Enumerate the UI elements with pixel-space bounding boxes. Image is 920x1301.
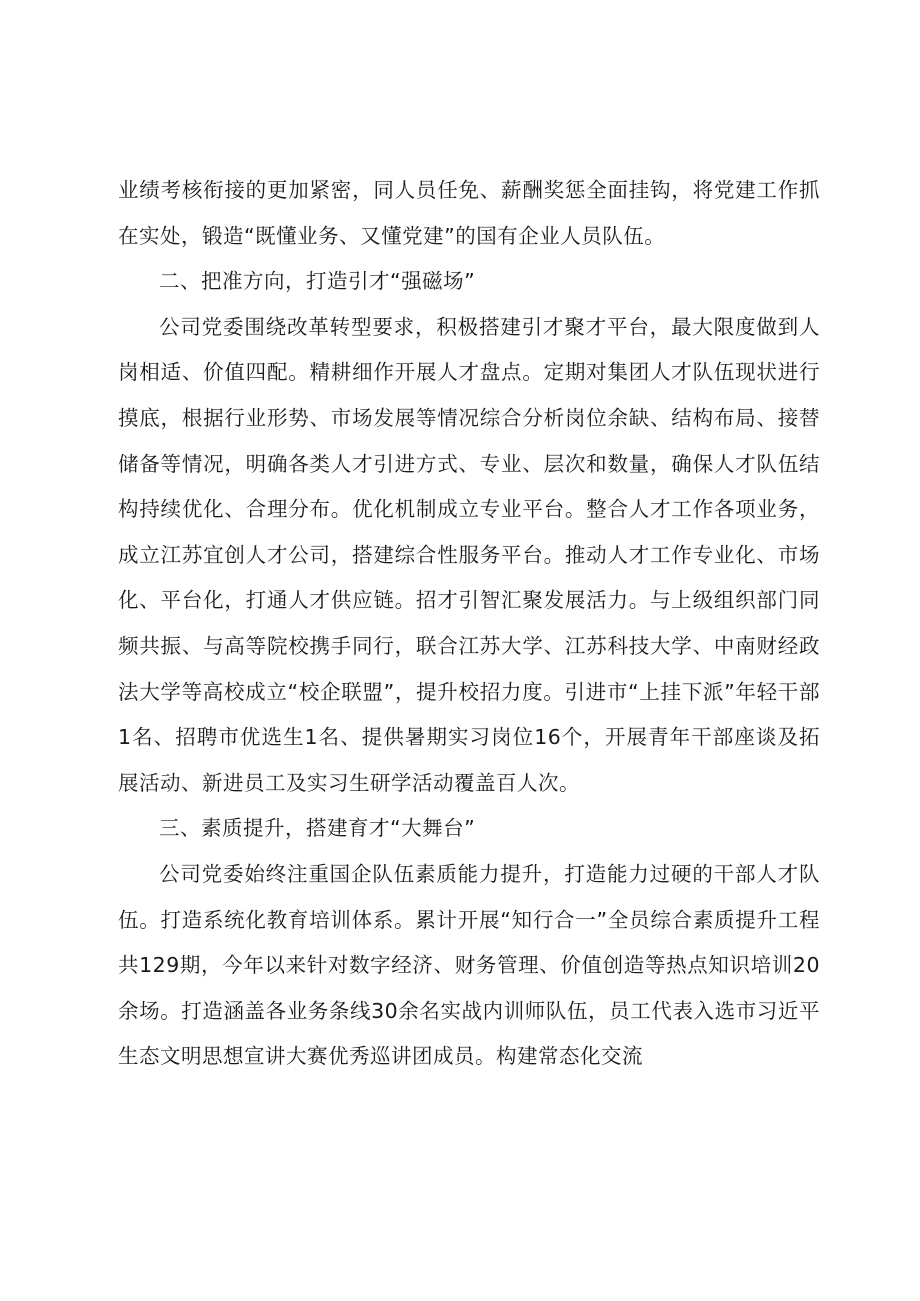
paragraph-talent-development: 公司党委始终注重国企队伍素质能力提升，打造能力过硬的干部人才队伍。打造系统化教育培训体系。累计开展“知行合一”全员综合素质提升工程共129期，今年以来针对数字经济、财务管理、价值创造等热点知识培训20余场。打造涵盖各业务条线30余名实战内训师队伍，员工代表入选市习近平生态文明思想宣讲大赛优秀巡讲团成员。构建常态化交流 <box>118 861 820 1069</box>
paragraph-continuation: 业绩考核衔接的更加紧密，同人员任免、薪酬奖惩全面挂钩，将党建工作抓在实处，锻造“既懂业务、又懂党建”的国有企业人员队伍。 <box>118 178 820 248</box>
section-heading-two: 二、把准方向，打造引才“强磁场” <box>159 269 476 294</box>
document-body <box>118 168 820 1080</box>
paragraph-talent-attraction: 公司党委围绕改革转型要求，积极搭建引才聚才平台，最大限度做到人岗相适、价值四配。精耕细作开展人才盘点。定期对集团人才队伍现状进行摸底，根据行业形势、市场发展等情况综合分析岗位余缺、结构布局、接替储备等情况，明确各类人才引进方式、专业、层次和数量，确保人才队伍结构持续优化、合理分布。优化机制成立专业平台。整合人才工作各项业务，成立江苏宜创人才公司，搭建综合性服务平台。推动人才工作专业化、市场化、平台化，打通人才供应链。招才引智汇聚发展活力。与上级组织部门同频共振、与高等院校携手同行，联合江苏大学、江苏科技大学、中南财经政法大学等高校成立“校企联盟”，提升校招力度。引进市“上挂下派”年轻干部1名、招聘市优选生1名、提供暑期实习岗位16个，开展青年干部座谈及拓展活动、新进员工及实习生研学活动覆盖百人次。 <box>118 314 820 795</box>
section-heading-three: 三、素质提升，搭建育才“大舞台” <box>159 816 476 841</box>
